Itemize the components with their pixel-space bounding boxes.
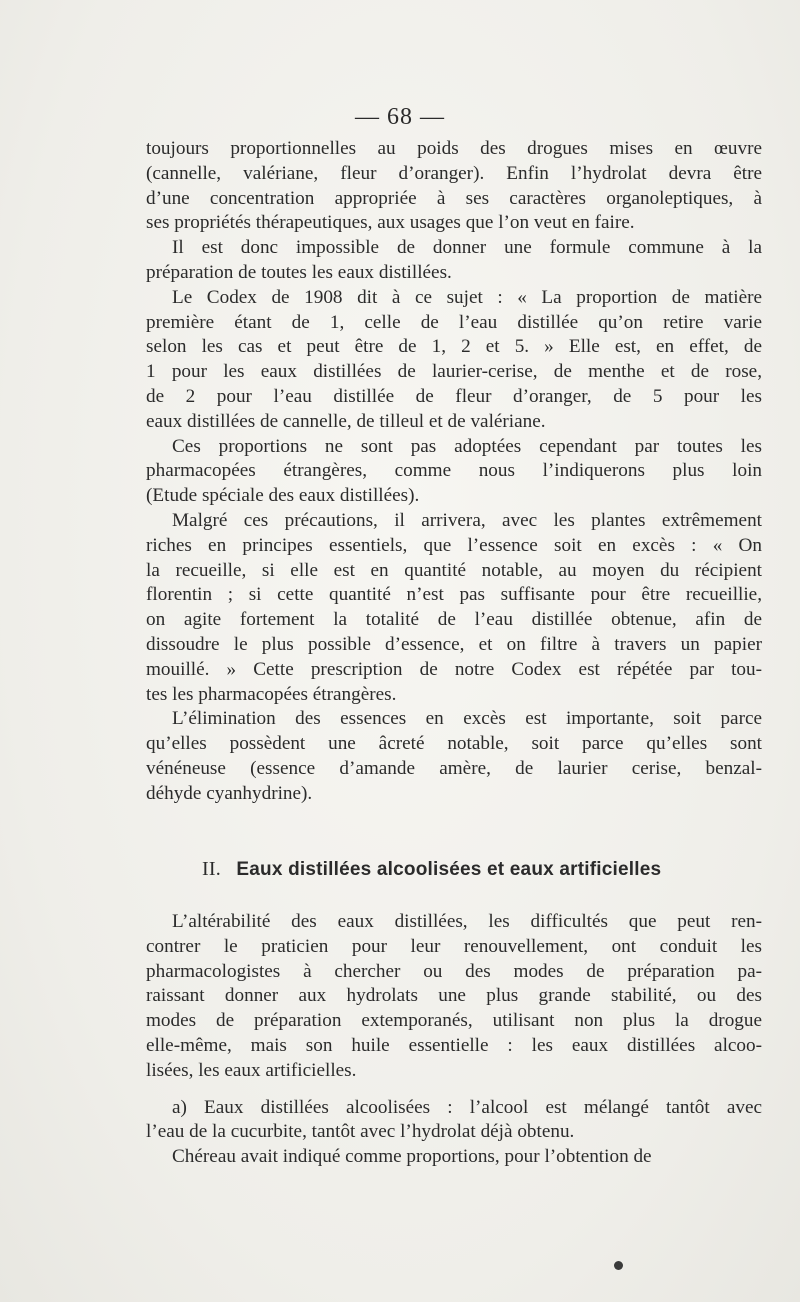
text-line: qu’elles possèdent une âcreté notable, soit parce qu’elles sont xyxy=(146,733,762,755)
paragraph xyxy=(146,286,762,435)
section-title: Eaux distillées alcoolisées et eaux artificielles xyxy=(236,859,662,880)
text-line: riches en principes essentiels, que l’essence soit en excès : « On xyxy=(146,534,762,556)
section-heading xyxy=(202,858,661,881)
text-line: pharmacologistes à chercher ou des modes de préparation pa- xyxy=(146,960,762,982)
text-line: a) Eaux distillées alcoolisées : l’alcool est mélangé tantôt avec xyxy=(172,1096,762,1118)
text-line: lisées, les eaux artificielles. xyxy=(146,1059,357,1081)
text-line: (Etude spéciale des eaux distillées). xyxy=(146,485,420,507)
text-line: modes de préparation extemporanés, utilisant non plus la drogue xyxy=(146,1010,762,1032)
text-line: pharmacopées étrangères, comme nous l’indiquerons plus loin xyxy=(146,460,762,482)
text-line: déhyde cyanhydrine). xyxy=(146,782,313,804)
text-line: mouillé. » Cette prescription de notre Codex est répétée par tou- xyxy=(146,658,762,680)
text-line: dissoudre le plus possible d’essence, et on filtre à travers un papier xyxy=(146,633,762,655)
text-line: première étant de 1, celle de l’eau distillée qu’on retire varie xyxy=(146,311,762,333)
text-line: on agite fortement la totalité de l’eau distillée obtenue, afin de xyxy=(146,609,762,631)
paragraph xyxy=(146,236,762,286)
paragraph xyxy=(146,1145,762,1170)
text-line: Ces proportions ne sont pas adoptées cependant par toutes les xyxy=(172,435,762,457)
text-line: 1 pour les eaux distillées de laurier-cerise, de menthe et de rose, xyxy=(146,361,762,383)
text-line: florentin ; si cette quantité n’est pas suffisante pour être recueillie, xyxy=(146,584,762,606)
page-number: — 68 — xyxy=(355,104,445,130)
text-block-upper xyxy=(146,137,762,807)
text-block-lower xyxy=(146,910,762,1170)
text-line: préparation de toutes les eaux distillées. xyxy=(146,261,452,283)
text-line: eaux distillées de cannelle, de tilleul et de valériane. xyxy=(146,410,546,432)
paragraph xyxy=(146,509,762,707)
section-number: II. xyxy=(202,858,221,880)
text-line: (cannelle, valériane, fleur d’oranger). Enfin l’hydrolat devra être xyxy=(146,162,762,184)
paragraph xyxy=(146,1096,762,1146)
text-line: l’eau de la cucurbite, tantôt avec l’hydrolat déjà obtenu. xyxy=(146,1121,575,1143)
text-line: contrer le praticien pour leur renouvellement, ont conduit les xyxy=(146,935,762,957)
text-line: vénéneuse (essence d’amande amère, de laurier cerise, benzal- xyxy=(146,757,762,779)
text-line: L’altérabilité des eaux distillées, les difficultés que peut ren- xyxy=(172,911,762,932)
text-line: Le Codex de 1908 dit à ce sujet : « La proportion de matière xyxy=(172,286,762,308)
text-line: de 2 pour l’eau distillée de fleur d’oranger, de 5 pour les xyxy=(146,385,762,407)
paragraph-continued xyxy=(146,137,762,236)
paragraph xyxy=(146,707,762,806)
text-line: d’une concentration appropriée à ses caractères organoleptiques, à xyxy=(146,187,762,209)
text-line: tes les pharmacopées étrangères. xyxy=(146,683,397,705)
text-line: la recueille, si elle est en quantité notable, au moyen du récipient xyxy=(146,559,762,581)
ink-dot xyxy=(614,1261,623,1270)
text-line: L’élimination des essences en excès est importante, soit parce xyxy=(172,708,762,730)
text-line: Malgré ces précautions, il arrivera, avec les plantes extrêmement xyxy=(172,509,762,531)
text-line: toujours proportionnelles au poids des drogues mises en œuvre xyxy=(146,138,762,159)
text-line: raissant donner aux hydrolats une plus grande stabilité, ou des xyxy=(146,985,762,1007)
text-line: ses propriétés thérapeutiques, aux usages que l’on veut en faire. xyxy=(146,212,635,234)
text-line: selon les cas et peut être de 1, 2 et 5. » Elle est, en effet, de xyxy=(146,336,762,358)
paragraph xyxy=(146,910,762,1084)
text-line: elle-même, mais son huile essentielle : les eaux distillées alcoo- xyxy=(146,1034,762,1056)
text-line: Il est donc impossible de donner une formule commune à la xyxy=(172,237,762,259)
paragraph xyxy=(146,435,762,509)
text-line: Chéreau avait indiqué comme proportions, pour l’obtention de xyxy=(172,1146,652,1168)
